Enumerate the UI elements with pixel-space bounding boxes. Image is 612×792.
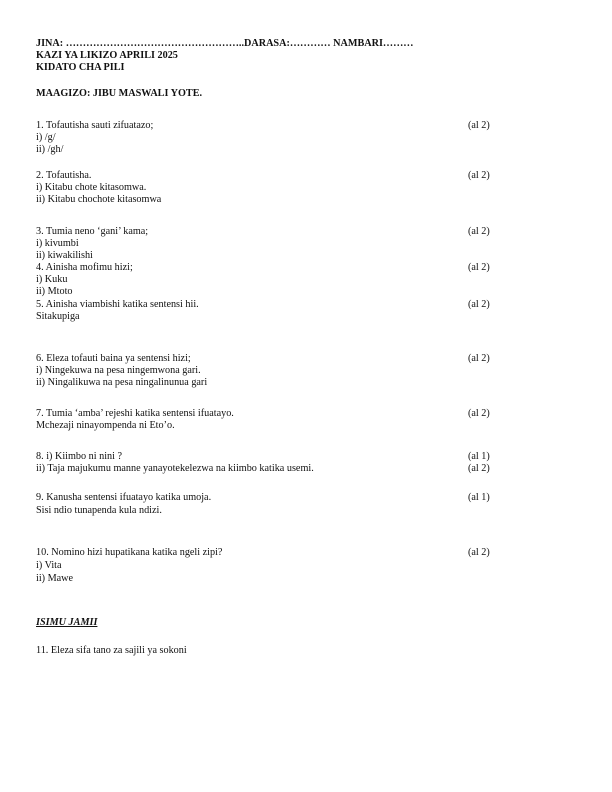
question-1-item-i: i) /g/ xyxy=(36,132,56,143)
question-10: 10. Nomino hizi hupatikana katika ngeli zipi? xyxy=(36,547,223,558)
question-4: 4. Ainisha mofimu hizi; xyxy=(36,262,133,273)
question-10-item-ii: ii) Mawe xyxy=(36,573,74,584)
question-3-item-i: i) kivumbi xyxy=(36,238,79,249)
question-8-ii-marks: (al 2) xyxy=(468,463,490,474)
question-5-marks: (al 2) xyxy=(468,299,490,310)
question-7-marks: (al 2) xyxy=(468,408,490,419)
question-7: 7. Tumia ‘amba’ rejeshi katika sentensi ifuatayo. xyxy=(36,408,234,419)
student-info-line: JINA: ……………………………………………..DARASA:………… NAMBARI……… xyxy=(36,38,414,49)
question-9-sentence: Sisi ndio tunapenda kula ndizi. xyxy=(36,505,162,516)
question-10-marks: (al 2) xyxy=(468,547,490,558)
exam-title: KAZI YA LIKIZO APRILI 2025 xyxy=(36,50,178,61)
question-4-marks: (al 2) xyxy=(468,262,490,273)
question-4-item-ii: ii) Mtoto xyxy=(36,286,73,297)
question-5: 5. Ainisha viambishi katika sentensi hii. xyxy=(36,299,199,310)
question-8-i: 8. i) Kiimbo ni nini ? xyxy=(36,451,123,462)
section-heading-isimu-jamii: ISIMU JAMII xyxy=(36,617,98,628)
question-9-marks: (al 1) xyxy=(468,492,490,503)
question-7-sentence: Mchezaji ninayompenda ni Eto’o. xyxy=(36,420,175,431)
question-1-item-ii: ii) /gh/ xyxy=(36,144,64,155)
question-1: 1. Tofautisha sauti zifuatazo; xyxy=(36,120,154,131)
question-6-item-ii: ii) Ningalikuwa na pesa ningalinunua gari xyxy=(36,377,208,388)
question-6: 6. Eleza tofauti baina ya sentensi hizi; xyxy=(36,353,191,364)
question-3: 3. Tumia neno ‘gani’ kama; xyxy=(36,226,149,237)
question-9: 9. Kanusha sentensi ifuatayo katika umoja. xyxy=(36,492,212,503)
form-level: KIDATO CHA PILI xyxy=(36,62,125,73)
question-2: 2. Tofautisha. xyxy=(36,170,92,181)
question-3-item-ii: ii) kiwakilishi xyxy=(36,250,93,261)
question-5-sentence: Sitakupiga xyxy=(36,311,80,322)
question-2-marks: (al 2) xyxy=(468,170,490,181)
question-2-item-ii: ii) Kitabu chochote kitasomwa xyxy=(36,194,162,205)
question-6-marks: (al 2) xyxy=(468,353,490,364)
question-1-marks: (al 2) xyxy=(468,120,490,131)
question-8-ii: ii) Taja majukumu manne yanayotekelezwa na kiimbo katika usemi. xyxy=(36,463,314,474)
question-6-item-i: i) Ningekuwa na pesa ningemwona gari. xyxy=(36,365,201,376)
question-2-item-i: i) Kitabu chote kitasomwa. xyxy=(36,182,147,193)
question-8-i-marks: (al 1) xyxy=(468,451,490,462)
question-4-item-i: i) Kuku xyxy=(36,274,68,285)
instructions: MAAGIZO: JIBU MASWALI YOTE. xyxy=(36,88,203,99)
question-11: 11. Eleza sifa tano za sajili ya sokoni xyxy=(36,645,187,656)
question-10-item-i: i) Vita xyxy=(36,560,62,571)
question-3-marks: (al 2) xyxy=(468,226,490,237)
